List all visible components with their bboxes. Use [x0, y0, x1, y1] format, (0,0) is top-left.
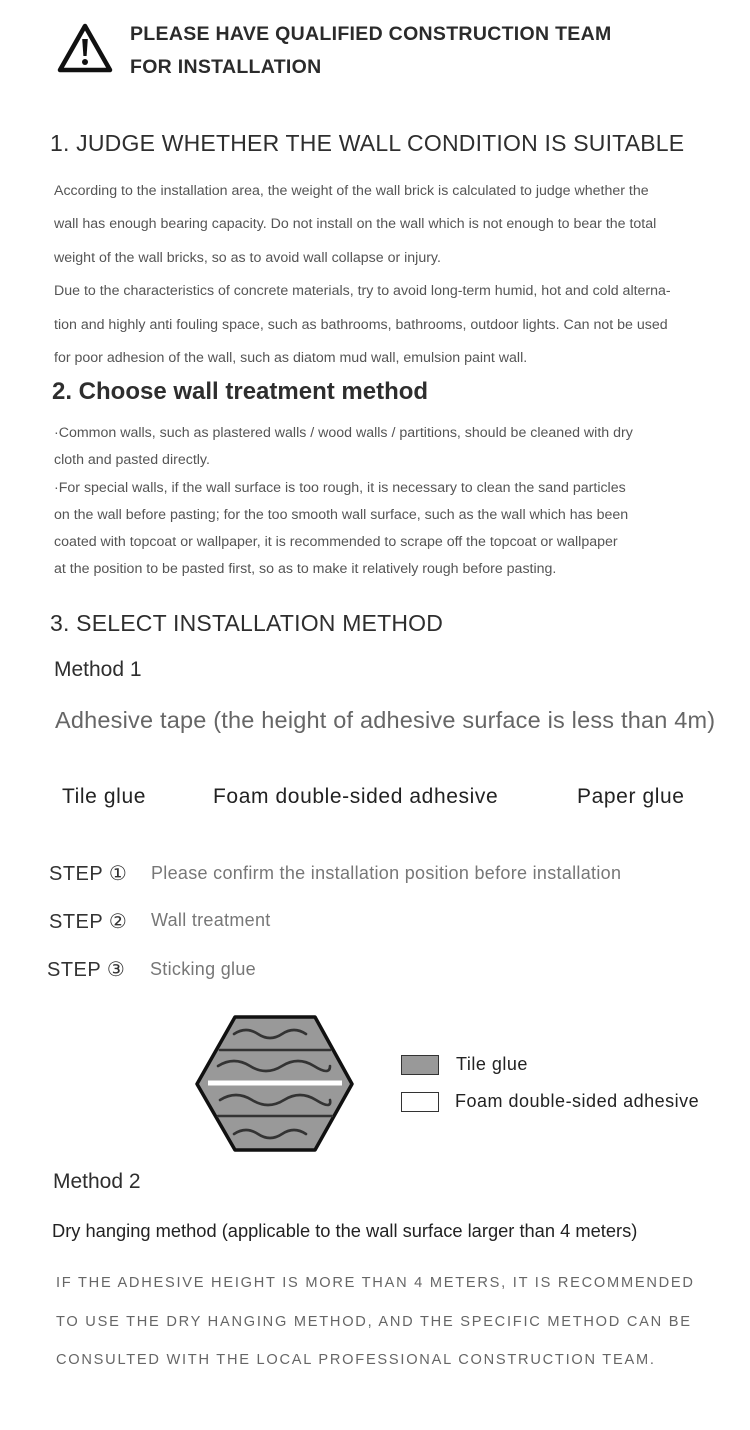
- hexagon-tile-glue-diagram: [192, 1014, 358, 1154]
- section-1-line: Due to the characteristics of concrete materials, try to avoid long-term humid, hot and cold alterna-: [54, 283, 671, 300]
- method-2-line: TO USE THE DRY HANGING METHOD, AND THE SPECIFIC METHOD CAN BE: [56, 1313, 692, 1330]
- step-3-label: STEP ③: [47, 959, 126, 981]
- section-2-body: [54, 420, 633, 584]
- method-2-line: CONSULTED WITH THE LOCAL PROFESSIONAL CONSTRUCTION TEAM.: [56, 1352, 656, 1368]
- section-1-line: According to the installation area, the weight of the wall brick is calculated to judge whether the: [54, 183, 649, 199]
- legend-label-foam: Foam double-sided adhesive: [455, 1091, 700, 1111]
- glue-option-paper: Paper glue: [577, 785, 685, 808]
- warning-line-2: FOR INSTALLATION: [130, 56, 322, 78]
- section-2-line: ·Common walls, such as plastered walls / wood walls / partitions, should be cleaned with dry: [54, 425, 633, 441]
- warning-triangle-icon: [56, 22, 114, 74]
- legend-label-tile-glue: Tile glue: [456, 1054, 528, 1074]
- warning-line-1: PLEASE HAVE QUALIFIED CONSTRUCTION TEAM: [130, 23, 612, 45]
- section-1-line: weight of the wall bricks, so as to avoid wall collapse or injury.: [54, 249, 441, 266]
- section-1-line: wall has enough bearing capacity. Do not install on the wall which is not enough to bear the total: [54, 216, 657, 233]
- legend-swatch-foam: [401, 1092, 439, 1112]
- warning-title: [130, 18, 730, 84]
- step-2-text: Wall treatment: [151, 910, 271, 930]
- method-2-line: IF THE ADHESIVE HEIGHT IS MORE THAN 4 METERS, IT IS RECOMMENDED: [56, 1275, 695, 1291]
- section-3-heading: 3. SELECT INSTALLATION METHOD: [50, 610, 444, 636]
- glue-option-foam: Foam double-sided adhesive: [213, 785, 499, 808]
- step-2-label: STEP ②: [49, 911, 128, 933]
- method-2-title: Method 2: [53, 1170, 141, 1193]
- section-1-line: for poor adhesion of the wall, such as diatom mud wall, emulsion paint wall.: [54, 350, 528, 367]
- method-1-title: Method 1: [54, 658, 142, 681]
- section-2-line: ·For special walls, if the wall surface is too rough, it is necessary to clean the sand particles: [54, 479, 626, 496]
- step-3-text: Sticking glue: [150, 959, 256, 979]
- glue-option-tile: Tile glue: [62, 785, 146, 808]
- section-1-body: [54, 175, 671, 375]
- section-1-heading: 1. JUDGE WHETHER THE WALL CONDITION IS SUITABLE: [50, 130, 685, 156]
- step-1-text: Please confirm the installation position before installation: [151, 863, 622, 883]
- legend-swatch-tile-glue: [401, 1055, 439, 1075]
- method-2-subtitle: Dry hanging method (applicable to the wall surface larger than 4 meters): [52, 1220, 638, 1241]
- method-2-body: [56, 1264, 695, 1380]
- section-2-line: on the wall before pasting; for the too smooth wall surface, such as the wall which has been: [54, 506, 629, 523]
- section-2-line: at the position to be pasted first, so as to make it relatively rough before pasting.: [54, 561, 557, 578]
- step-1-label: STEP ①: [49, 863, 128, 885]
- section-2-line: cloth and pasted directly.: [54, 452, 210, 469]
- section-2-heading: 2. Choose wall treatment method: [52, 378, 429, 405]
- method-1-subtitle: Adhesive tape (the height of adhesive surface is less than 4m): [55, 707, 716, 733]
- section-2-line: coated with topcoat or wallpaper, it is recommended to scrape off the topcoat or wallpaper: [54, 534, 618, 551]
- section-1-line: tion and highly anti fouling space, such as bathrooms, bathrooms, outdoor lights. Can not be used: [54, 316, 668, 333]
